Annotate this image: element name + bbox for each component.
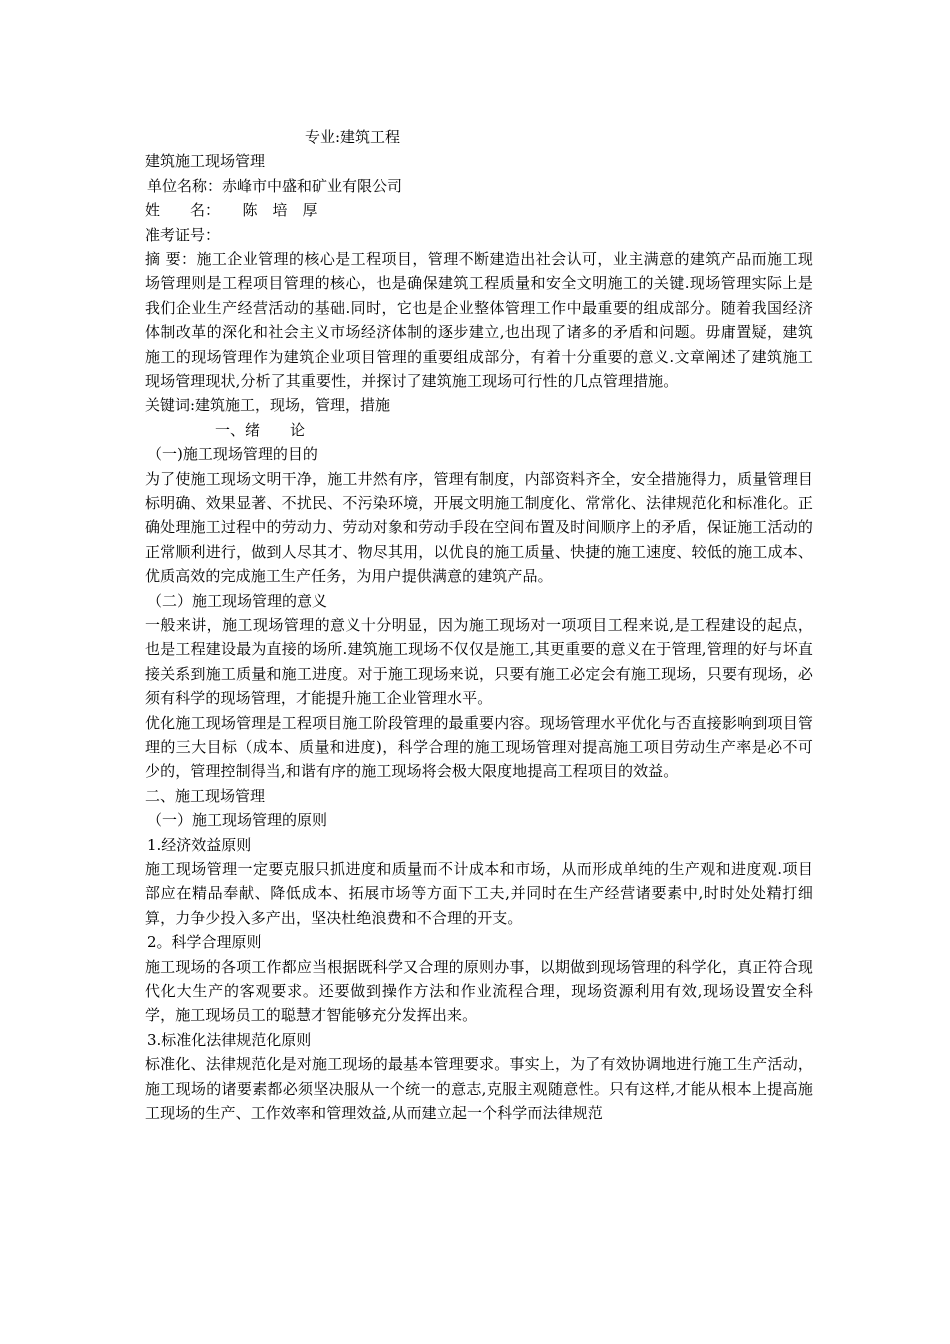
paragraph-principle-1: 施工现场管理一定要克服只抓进度和质量而不计成本和市场，从而形成单纯的生产观和进度观.项目部应在精品奉献、降低成本、拓展市场等方面下工夫,并同时在生产经营诸要素中,时时处处精打细算，力争少投入多产出，坚决杜绝浪费和不合理的开支。	[145, 860, 813, 927]
document-body	[145, 125, 813, 1125]
subsection-heading-2-1: （一）施工现场管理的原则	[147, 811, 328, 830]
name-line: 姓 名： 陈 培 厚	[145, 201, 318, 220]
document-title: 建筑施工现场管理	[145, 152, 266, 171]
unit-line: 单位名称：赤峰市中盛和矿业有限公司	[147, 176, 403, 195]
major-line: 专业:建筑工程	[305, 128, 401, 146]
paragraph-principle-2: 施工现场的各项工作都应当根据既科学又合理的原则办事，以期做到现场管理的科学化，真正符合现代化大生产的客观要求。还要做到操作方法和作业流程合理，现场资源利用有效,现场设置安全科学，施工现场员工的聪慧才智能够充分发挥出来。	[145, 957, 813, 1025]
abstract-paragraph: 摘 要：施工企业管理的核心是工程项目，管理不断建造出社会认可，业主满意的建筑产品而施工现场管理则是工程项目管理的核心，也是确保建筑工程质量和安全文明施工的关键.现场管理实际上是我们企业生产经营活动的基础.同时，它也是企业整体管理工作中最重要的组成部分。随着我国经济体制改革的深化和社会主义市场经济体制的逐步建立,也出现了诸多的矛盾和问题。毋庸置疑，建筑施工的现场管理作为建筑企业项目管理的重要组成部分，有着十分重要的意义.文章阐述了建筑施工现场管理现状,分析了其重要性，并探讨了建筑施工现场可行性的几点管理措施。	[145, 249, 813, 390]
subsection-heading-1-1: （一)施工现场管理的目的	[147, 445, 318, 464]
paragraph-principle-3: 标准化、法律规范化是对施工现场的最基本管理要求。事实上，为了有效协调地进行施工生产活动，施工现场的诸要素都必须坚决服从一个统一的意志,克服主观随意性。只有这样,才能从根本上提高施工现场的生产、工作效率和管理效益,从而建立起一个科学而法律规范	[145, 1055, 813, 1123]
exam-id-line: 准考证号：	[145, 225, 221, 244]
paragraph-purpose: 为了使施工现场文明干净，施工井然有序，管理有制度，内部资料齐全，安全措施得力，质量管理目标明确、效果显著、不扰民、不污染环境，开展文明施工制度化、常常化、法律规范化和标准化。正确处理施工过程中的劳动力、劳动对象和劳动手段在空间布置及时间顺序上的矛盾，保证施工活动的正常顺利进行，做到人尽其才、物尽其用，以优良的施工质量、快捷的施工速度、较低的施工成本、优质高效的完成施工生产任务，为用户提供满意的建筑产品。	[145, 469, 813, 586]
principle-heading-2: 2。科学合理原则	[147, 933, 262, 952]
paragraph-significance-a: 一般来讲，施工现场管理的意义十分明显，因为施工现场对一项项目工程来说,是工程建设的起点，也是工程建设最为直接的场所.建筑施工现场不仅仅是施工,其更重要的意义在于管理,管理的好与坏直接关系到施工质量和施工进度。对于施工现场来说，只要有施工必定会有施工现场，只要有现场，必须有科学的现场管理，才能提升施工企业管理水平。	[145, 615, 813, 708]
section-heading-2: 二、施工现场管理	[145, 786, 266, 805]
subsection-heading-1-2: （二）施工现场管理的意义	[147, 591, 328, 610]
principle-heading-3: 3.标准化法律规范化原则	[147, 1030, 312, 1049]
principle-heading-1: 1.经济效益原则	[147, 835, 252, 854]
section-heading-1: 一、绪 论	[215, 420, 306, 439]
keywords-line: 关键词:建筑施工，现场，管理，措施	[145, 396, 391, 415]
paragraph-significance-b: 优化施工现场管理是工程项目施工阶段管理的最重要内容。现场管理水平优化与否直接影响到项目管理的三大目标（成本、质量和进度)，科学合理的施工现场管理对提高施工项目劳动生产率是必不可少的，管理控制得当,和谐有序的施工现场将会极大限度地提高工程项目的效益。	[145, 713, 813, 781]
